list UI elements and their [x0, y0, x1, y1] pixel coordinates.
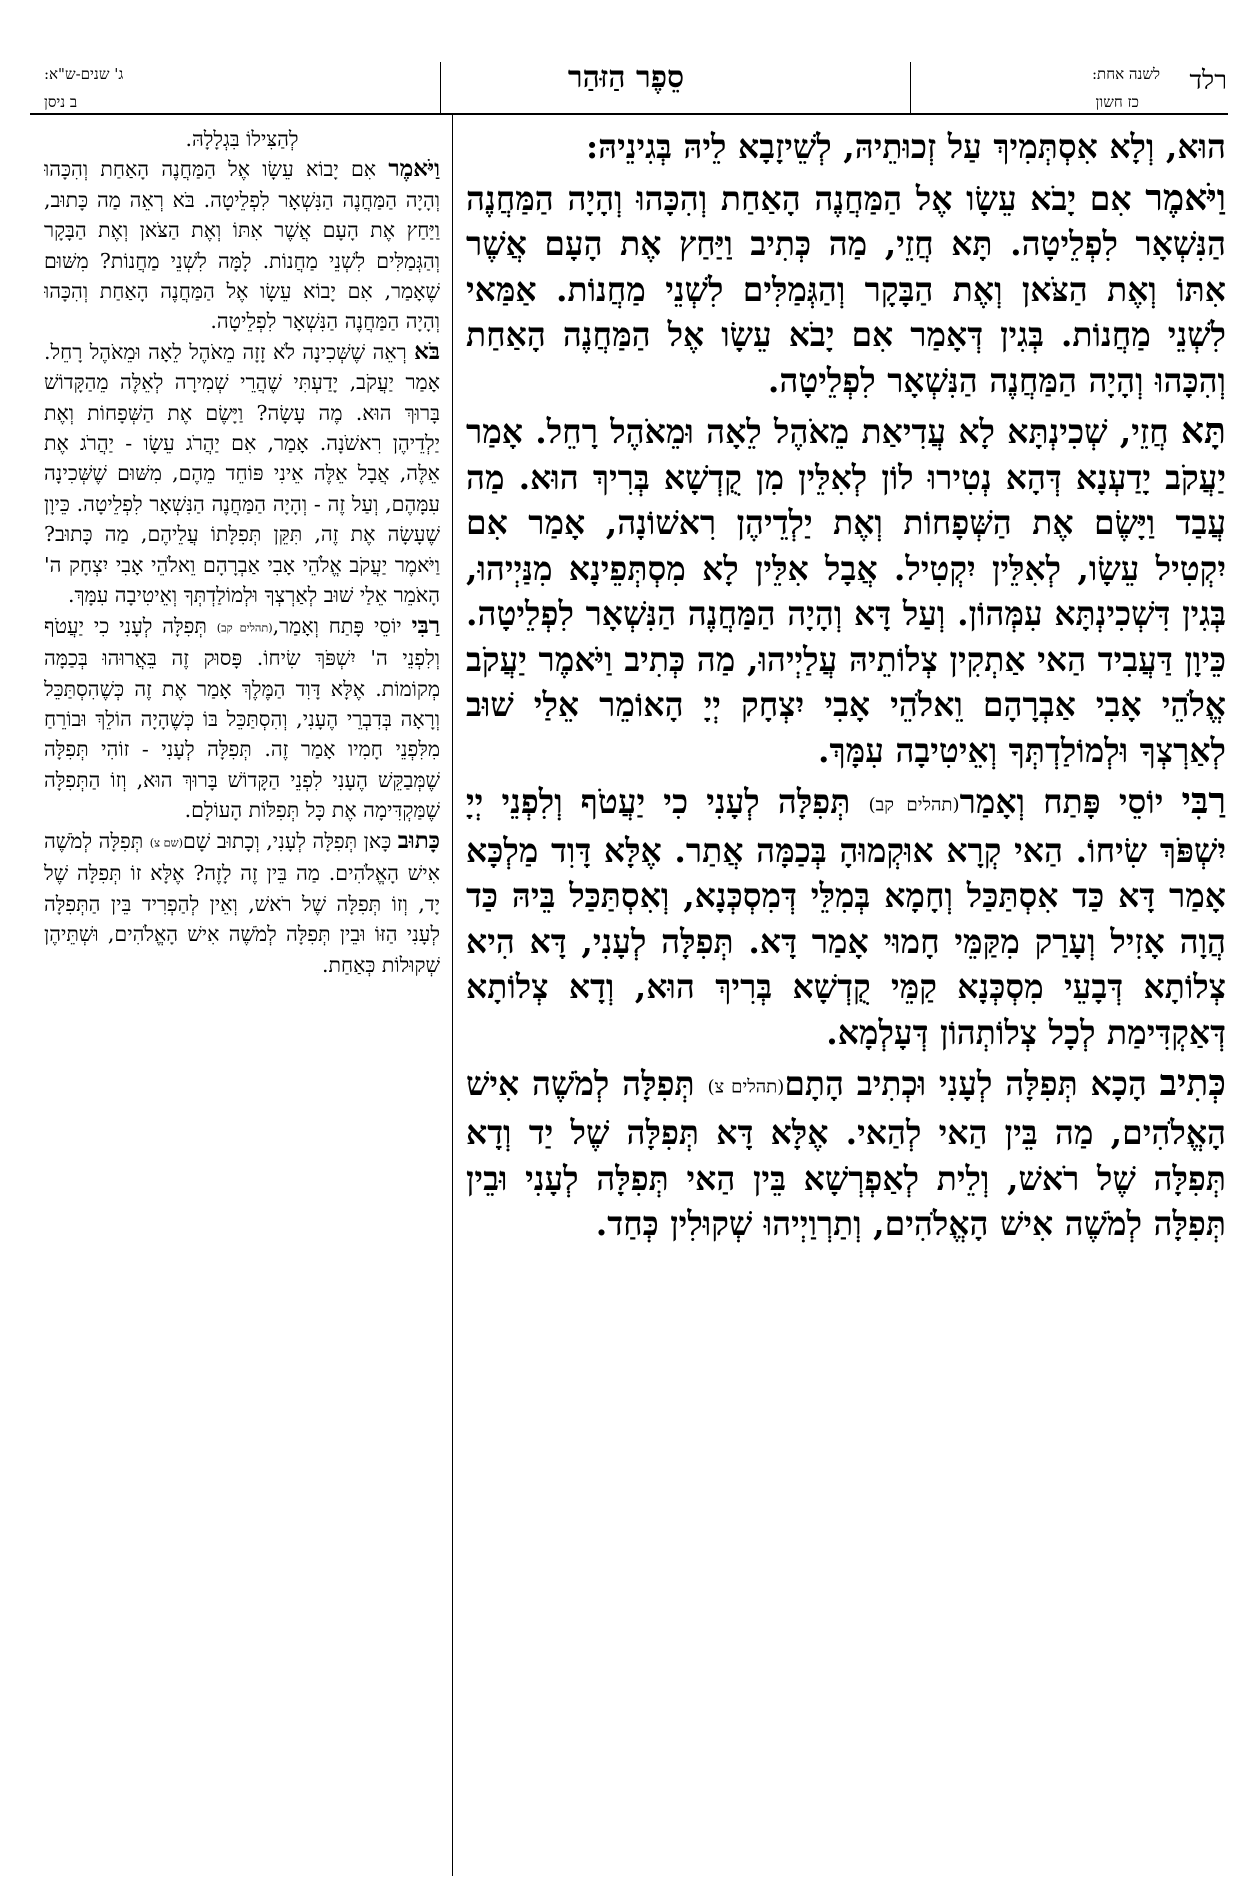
main-paragraph-text: יוֹסֵי פָּתַח וְאָמַר [959, 782, 1182, 821]
main-paragraph-text: תְּפִלָּה לְעָנִי כִי יַעֲטֹף וְלִפְנֵי יְיָ יִשְׁפֹּךְ שִׂיחוֹ. הַאי קְרָא אוּקְמוּהָ בְּכַמָּה אֲתַר. אֶלָּא דָּוִד מַלְכָּא אָמַר דָּא כַּד אִסְתַּכַּל וְחָמָא בְּמִלֵּי דְּמִסְכְּנָא, וְאִסְתַּכַּל בֵּיהּ כַּד הֲוָה אָזִיל וְעָרַק מִקַּמֵּי חָמוּי אָמַר דָּא. תְּפִלָּה לְעָנִי, דָּא הִיא צְלוֹתָא דְּבָעֵי מִסְכְּנָא קַמֵּי קֻדְשָׁא בְּרִיךְ הוּא, וְדָא צְלוֹתָא דְּאַקְדִּימַת לְכָל צְלוֹתְהוֹן דְּעָלְמָא. [466, 782, 1226, 1052]
main-paragraph [466, 409, 1226, 773]
main-paragraph [466, 124, 1226, 170]
verse-reference: (תהלים קב) [216, 620, 273, 634]
side-paragraph-lead: וַיֹּאמֶר [388, 155, 440, 183]
side-paragraph [44, 337, 440, 611]
translation-column [44, 124, 440, 1864]
main-text-column [466, 124, 1226, 1864]
book-title: סֵפֶר הַזּהַר [567, 60, 685, 95]
side-paragraph-lead: רַבִּי [411, 611, 440, 639]
header-left-divider [440, 62, 441, 114]
schedule-three-years-label: ג' שנים-ש"א: [44, 65, 124, 83]
schedule-one-year-date: כז חשון [1095, 93, 1139, 111]
side-paragraph [44, 611, 440, 826]
verse-reference: (תהלים קב) [868, 794, 960, 816]
header-right-divider [910, 62, 911, 114]
main-paragraph-lead: רַבִּי [1181, 780, 1226, 822]
header-rule [30, 113, 1228, 115]
main-paragraph [466, 779, 1226, 1055]
schedule-three-years-date: ב ניסן [44, 93, 78, 111]
side-paragraph-text: רְאֵה שֶׁשְּׁכִינָה לֹא זָזָה מֵאֹהֶל לֵאָה וּמֵאֹהֶל רָחֵל. אָמַר יַעֲקֹב, יָדַעְתִּי שֶׁהֲרֵי שְׁמִירָה לְאֵלֶּה מֵהַקָּדוֹשׁ בָּרוּךְ הוּא. מֶה עָשָׂה? וַיָּשֶׂם אֶת הַשְּׁפָחוֹת וְאֶת יַלְדֵיהֶן רִאשֹׁנָה. אָמַר, אִם יַהֲרֹג עֵשָׂו - יַהֲרֹג אֶת אֵלֶּה, אֲבָל אֵלֶּה אֵינִי פּוֹחֵד מֵהֶם, מִשּׁוּם שֶׁשְּׁכִינָה עִמָּהֶם, וְעַל זֶה - וְהָיָה הַמַּחֲנֶה הַנִּשְׁאָר לִפְלֵיטָה. כֵּיוָן שֶׁעָשָׂה אֶת זֶה, תִּקֵּן תְּפִלָּתוֹ עֲלֵיהֶם, מַה כָּתוּב? וַיֹּאמֶר יַעֲקֹב אֱלֹהֵי אָבִי אַבְרָהָם וֵאלֹהֵי אָבִי יִצְחָק ה' הָאֹמֵר אֵלַי שׁוּב לְאַרְצְךָ וּלְמוֹלַדְתְּךָ וְאֵיטִיבָה עִמָּךְ. [44, 339, 440, 608]
side-paragraph [44, 826, 440, 980]
main-paragraph [466, 1061, 1226, 1246]
side-paragraph [44, 124, 440, 154]
side-paragraph-text: תְּפִלָּה לְמֹשֶׁה אִישׁ הָאֱלֹהִים. מַה בֵּין זֶה לָזֶה? אֶלָּא זוֹ תְּפִלָּה שֶׁל יָד, וְזוֹ תְּפִלָּה שֶׁל רֹאשׁ, וְאֵין לְהַפְרִיד בֵּין הַתְּפִלָּה לְעָנִי הַזּוֹ וּבֵין תְּפִלָּה לְמֹשֶׁה אִישׁ הָאֱלֹהִים, וּשְׁתֵּיהֶן שְׁקוּלוֹת כְּאַחַת. [44, 828, 440, 977]
main-paragraph-text: אִם יָבֹא עֵשָׂו אֶל הַמַּחֲנֶה הָאַחַת וְהִכָּהוּ וְהָיָה הַמַּחֲנֶה הַנִּשְׁאָר לִפְלֵיטָה. תָּא חֲזֵי, מַה כְּתִיב וַיַּחַץ אֶת הָעָם אֲשֶׁר אִתּוֹ וְאֶת הַצֹּאן וְאֶת הַבָּקָר וְהַגְּמַלִּים לִשְׁנֵי מַחֲנוֹת. אַמַּאי לִשְׁנֵי מַחֲנוֹת. בְּגִין דְּאָמַר אִם יָבֹא עֵשָׂו אֶל הַמַּחֲנֶה הָאַחַת וְהִכָּהוּ וְהָיָה הַמַּחֲנֶה הַנִּשְׁאָר לִפְלֵיטָה. [466, 178, 1226, 400]
main-paragraph [466, 176, 1226, 404]
verse-reference: (תהלים צ) [707, 1076, 785, 1098]
side-paragraph-text: לְהַצִּילוֹ בִּגְלָלָהּ. [185, 127, 299, 151]
main-paragraph-lead: תָּא [1180, 410, 1226, 452]
page-number: רלד [1189, 66, 1227, 96]
side-paragraph [44, 154, 440, 336]
main-paragraph-text: הוּא, וְלָא אִסְתְּמִיךְ עַל זְכוּתֵיהּ, לְשֵׁיזָבָא לֵיהּ בְּגִינֵיהּ: [585, 127, 1226, 166]
main-paragraph-text: תְּפִלָּה לְמֹשֶׁה אִישׁ הָאֱלֹהִים, מַה בֵּין הַאי לְהַאי. אֶלָּא דָּא תְּפִלָּה שֶׁל יַד וְדָא תְּפִלָּה שֶׁל רֹאשׁ, וְלֵית לְאַפְרְשָׁא בֵּין הַאי תְּפִלָּה לְעָנִי וּבֵין תְּפִלָּה לְמֹשֶׁה אִישׁ הָאֱלֹהִים, וְתַרְוַיְיהוּ שְׁקוּלִין כְּחַד. [466, 1064, 1226, 1244]
main-paragraph-lead: וַיֹּאמֶר [1145, 176, 1226, 219]
schedule-one-year-label: לשנה אחת: [1092, 65, 1160, 83]
main-paragraph-text: הָכָא תְּפִלָּה לְעָנִי וּכְתִיב הָתָם [784, 1064, 1160, 1104]
side-paragraph-text: אִם יָבוֹא עֵשָׂו אֶל הַמַּחֲנֶה הָאַחַת וְהִכָּהוּ וְהָיָה הַמַּחֲנֶה הַנִּשְׁאָר לִפְלֵיטָה. בֹּא רְאֵה מַה כָּתוּב, וַיַּחַץ אֶת הָעָם אֲשֶׁר אִתּוֹ וְאֶת הַצֹּאן וְאֶת הַבָּקָר וְהַגְּמַלִּים לִשְׁנֵי מַחֲנוֹת. לָמָּה לִשְׁנֵי מַחֲנוֹת? מִשּׁוּם שֶׁאָמַר, אִם יָבוֹא עֵשָׂו אֶל הַמַּחֲנֶה הָאַחַת וְהִכָּהוּ וְהָיָה הַמַּחֲנֶה הַנִּשְׁאָר לִפְלֵיטָה. [44, 157, 440, 334]
main-paragraph-text: חֲזֵי, שְׁכִינְתָּא לָא עֲדִיאַת מֵאֹהֶל לֵאָה וּמֵאֹהֶל רָחֵל. אָמַר יַעֲקֹב יָדַעְנָא דְּהָא נְטִירוּ לוֹן לְאִלֵּין מִן קֻדְשָׁא בְּרִיךְ הוּא. מַה עֲבַד וַיָּשֶׂם אֶת הַשְּׁפָחוֹת וְאֶת יַלְדֵיהֶן רִאשׁוֹנָה, אָמַר אִם יִקְטִיל עֵשָׂו, לְאִלֵּין יִקְטִיל. אֲבָל אִלֵּין לָא מִסְתְּפֵינָא מִנַּיְיהוּ, בְּגִין דִּשְׁכִינְתָּא עִמְּהוֹן. וְעַל דָּא וְהָיָה הַמַּחֲנֶה הַנִּשְׁאָר לִפְלֵיטָה. כֵּיוָן דַּעֲבִיד הַאי אַתְקִין צְלוֹתֵיהּ עֲלַיְיהוּ, מַה כְּתִיב וַיֹּאמֶר יַעֲקֹב אֱלֹהֵי אָבִי אַבְרָהָם וֵאלֹהֵי אָבִי יִצְחָק יְיָ הָאוֹמֵר אֵלַי שׁוּב לְאַרְצְךָ וּלְמוֹלַדְתְּךָ וְאֵיטִיבָה עִמָּךְ. [466, 412, 1226, 770]
main-paragraph-lead: כְּתִיב [1159, 1062, 1226, 1105]
verse-reference: (שם צ) [149, 835, 184, 849]
side-paragraph-lead: בֹּא [414, 337, 440, 365]
side-paragraph-lead: כָּתוּב [397, 826, 440, 854]
side-paragraph-text: תְּפִלָּה לְעָנִי כִי יַעֲטֹף וְלִפְנֵי ה' יִשְׁפֹּךְ שִׂיחוֹ. פָּסוּק זֶה בֵּאֲרוּהוּ בְּכַמָּה מְקוֹמוֹת. אֶלָּא דָּוִד הַמֶּלֶךְ אָמַר אֶת זֶה כְּשֶׁהִסְתַּכֵּל וְרָאָה בְּדִבְרֵי הֶעָנִי, וְהִסְתַּכֵּל בּוֹ כְּשֶׁהָיָה הוֹלֵךְ וּבוֹרֵחַ מִלִּפְנֵי חָמִיו אָמַר זֶה. תְּפִלָּה לְעָנִי - זוֹהִי תְּפִלָּה שֶׁמְּבַקֵּשׁ הֶעָנִי לִפְנֵי הַקָּדוֹשׁ בָּרוּךְ הוּא, וְזוֹ הַתְּפִלָּה שֶׁמַּקְדִּימָה אֶת כָּל תְּפִלּוֹת הָעוֹלָם. [44, 613, 440, 823]
side-paragraph-text: כָּאן תְּפִלָּה לְעָנִי, וְכָתוּב שָׁם [183, 828, 398, 853]
column-divider [452, 114, 453, 1876]
side-paragraph-text: יוֹסֵי פָּתַח וְאָמַר, [272, 613, 412, 638]
